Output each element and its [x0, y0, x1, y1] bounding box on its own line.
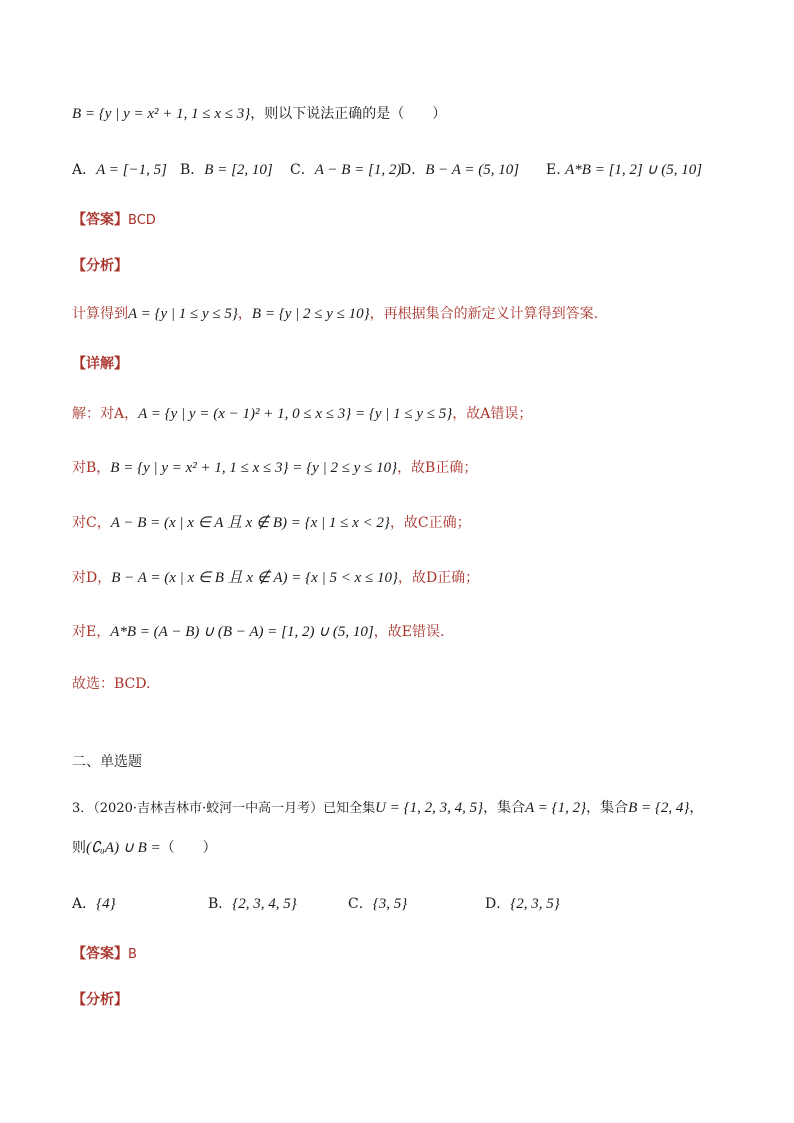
q2-stem	[72, 104, 446, 124]
q3-answer: 【答案】B	[72, 946, 137, 962]
q3-analysis-tag: 【分析】	[72, 992, 128, 1008]
detail-line-d: 对D，B − A = (x | x ∈ B 且 x ∉ A) = {x | 5 < x ≤ 10}，故D正确；	[72, 570, 480, 586]
q2-analysis-tag: 【分析】	[72, 258, 128, 274]
analysis-math-b: B = {y | 2 ≤ y ≤ 10}	[251, 306, 370, 322]
q2-option-b: B．B = [2, 10]	[180, 162, 273, 178]
analysis-math-a: A = {y | 1 ≤ y ≤ 5}	[128, 306, 238, 322]
q2-option-e: E. A*B = [1, 2] ∪ (5, 10]	[546, 162, 703, 178]
q2-analysis-body: 计算得到A = {y | 1 ≤ y ≤ 5}，B = {y | 2 ≤ y ≤ 10}，再根据集合的新定义计算得到答案.	[72, 306, 599, 322]
answer-tag: 【答案】	[72, 212, 128, 228]
q3-option-d: D．{2, 3, 5}	[485, 896, 560, 912]
q2-option-a: A．A = [−1, 5]	[72, 162, 167, 178]
q2-option-d: D．B − A = (5, 10]	[400, 162, 520, 178]
detail-line-e: 对E，A*B = (A − B) ∪ (B − A) = [1, 2) ∪ (5, 10]，故E错误.	[72, 624, 445, 640]
q2-answer	[72, 210, 156, 231]
q2-option-c: C．A − B = [1, 2)	[290, 162, 402, 178]
detail-line-c: 对C，A − B = (x | x ∈ A 且 x ∉ B) = {x | 1 ≤ x < 2}，故C正确；	[72, 515, 471, 531]
q2-stem-math: B = {y | y = x² + 1, 1 ≤ x ≤ 3}	[72, 106, 251, 122]
q3-option-c: C．{3, 5}	[348, 896, 408, 912]
detail-line-b: 对B，B = {y | y = x² + 1, 1 ≤ x ≤ 3} = {y | 2 ≤ y ≤ 10}，故B正确；	[72, 460, 478, 476]
q2-detail-tag: 【详解】	[72, 356, 128, 372]
answer-value: BCD	[128, 213, 156, 228]
detail-line-a: 解：对A，A = {y | y = (x − 1)² + 1, 0 ≤ x ≤ 3} = {y | 1 ≤ y ≤ 5}，故A错误；	[72, 406, 533, 422]
q3-stem: 3．（2020·吉林吉林市·蛟河一中高一月考）已知全集U = {1, 2, 3, 4, 5}，集合A = {1, 2}，集合B = {2, 4}，	[72, 800, 704, 816]
section-title: 二、单选题	[72, 754, 142, 770]
q3-option-a: A．{4}	[72, 896, 116, 912]
q2-conclusion: 故选：BCD.	[72, 676, 151, 692]
q3-stem-line2: 则(∁ᵤA) ∪ B =（ ）	[72, 840, 217, 856]
q2-stem-text: ，则以下说法正确的是（ ）	[250, 106, 447, 122]
q3-option-b: B．{2, 3, 4, 5}	[208, 896, 297, 912]
q3-source: 3．（2020·吉林吉林市·蛟河一中高一月考）已知全集	[72, 801, 376, 816]
